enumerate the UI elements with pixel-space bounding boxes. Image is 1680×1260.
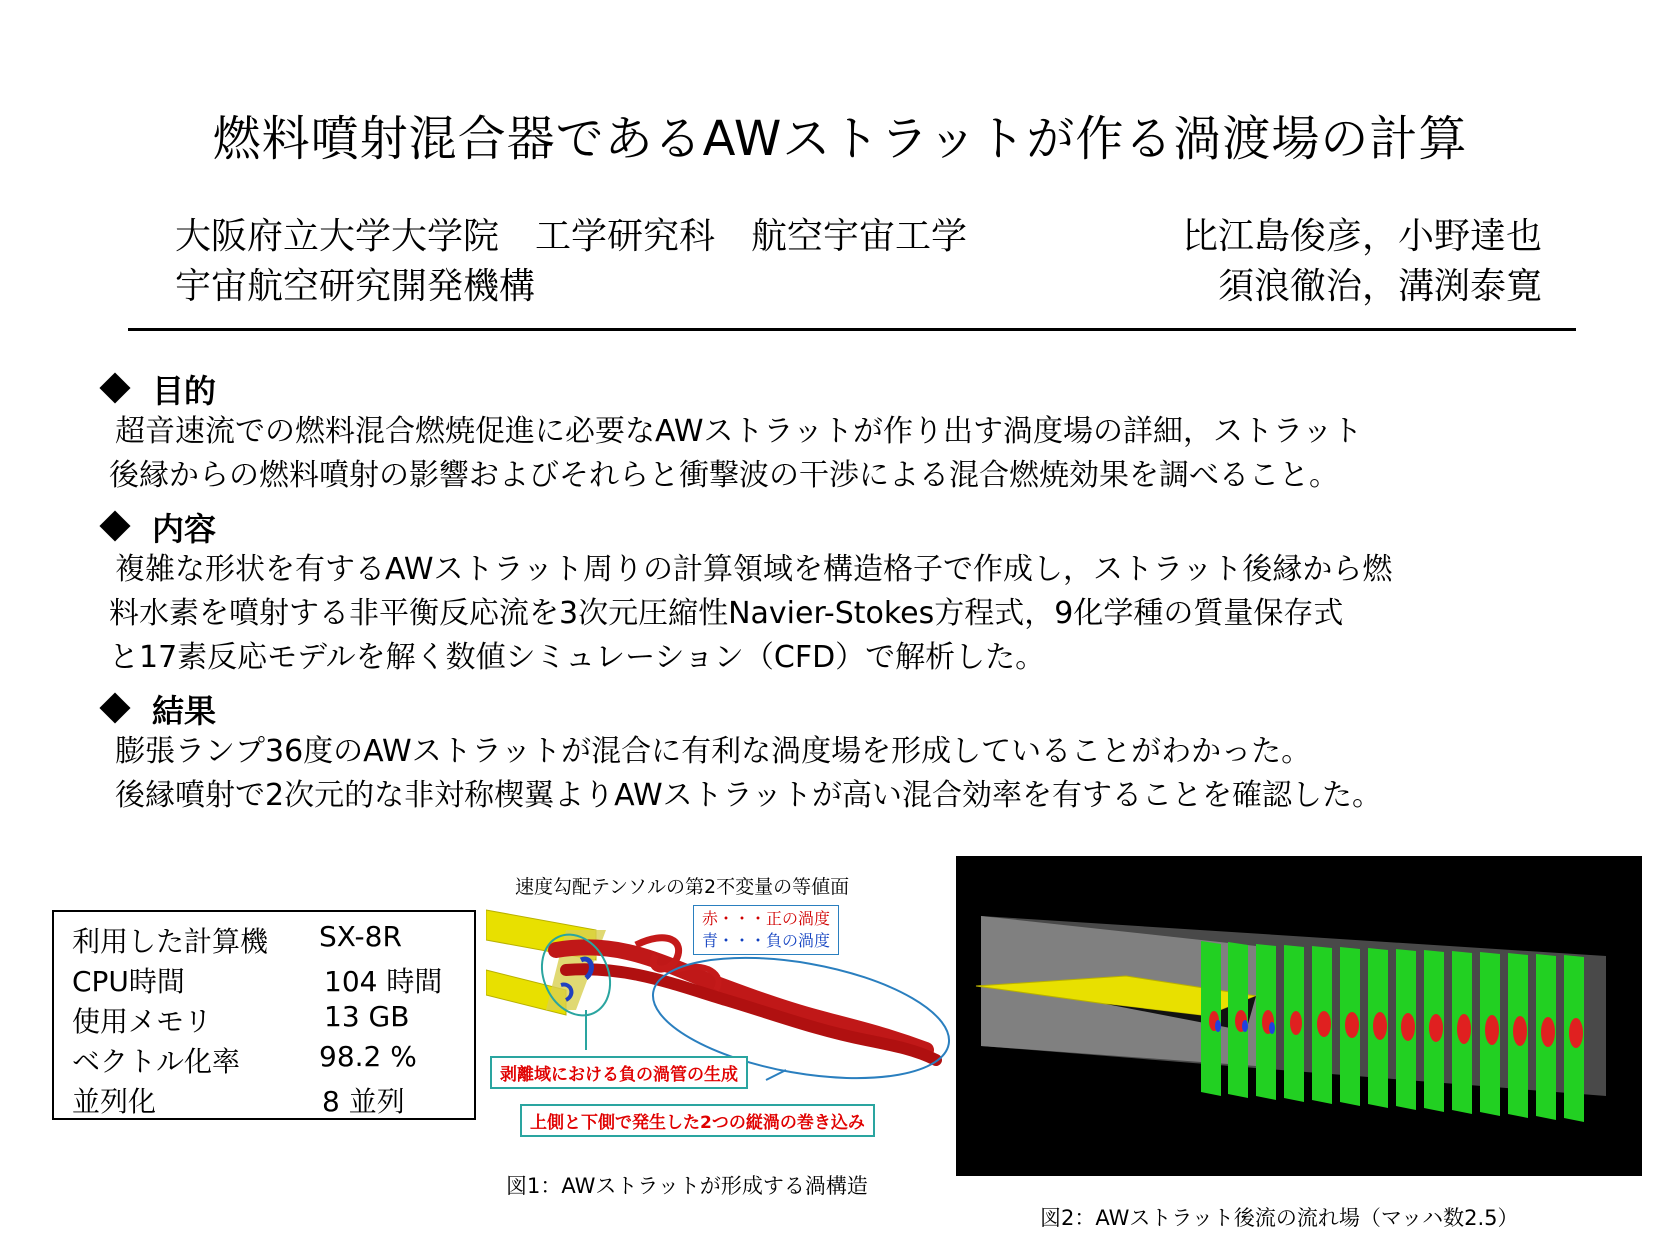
affiliation-authors-1: 比江島俊彦，小野達也 bbox=[1181, 216, 1542, 257]
spec-label: ベクトル化率 bbox=[72, 1045, 241, 1078]
spec-label: 並列化 bbox=[72, 1085, 157, 1118]
diamond-bullet-icon bbox=[99, 510, 130, 541]
diamond-bullet-icon bbox=[99, 372, 130, 403]
text-line: 複雑な形状を有するAWストラット周りの計算領域を構造格子で作成し，ストラット後縁から燃 bbox=[115, 552, 1393, 587]
text-line: と17素反応モデルを解く数値シミュレーション（CFD）で解析した。 bbox=[109, 640, 1046, 675]
flowfield-illustration bbox=[956, 856, 1642, 1176]
affiliation-org-2: 宇宙航空研究開発機構 bbox=[175, 266, 536, 307]
figure1-legend bbox=[693, 905, 839, 955]
figure1-annotation-separation: 剥離域における負の渦管の生成 bbox=[490, 1056, 748, 1089]
legend-red: 赤・・・正の渦度 bbox=[702, 909, 831, 928]
figure1-caption: 図1：AWストラットが形成する渦構造 bbox=[506, 1174, 868, 1198]
text-line: 超音速流での燃料混合燃焼促進に必要なAWストラットが作り出す渦度場の詳細，ストラット bbox=[115, 414, 1363, 449]
spec-value: 13 GB bbox=[324, 1000, 410, 1033]
page-title: 燃料噴射混合器であるAWストラットが作る渦渡場の計算 bbox=[212, 111, 1468, 167]
figure1-annotation-longitudinal-vortex: 上側と下側で発生した2つの縦渦の巻き込み bbox=[520, 1104, 875, 1137]
legend-blue: 青・・・負の渦度 bbox=[702, 931, 831, 950]
section-text-content bbox=[109, 548, 1393, 680]
computation-specs-box bbox=[52, 910, 476, 1120]
affiliation-authors-2: 須浪徹治，溝渕泰寛 bbox=[1217, 266, 1542, 307]
spec-value: SX-8R bbox=[319, 920, 402, 953]
spec-label: 利用した計算機 bbox=[72, 925, 269, 958]
section-text-results bbox=[115, 730, 1382, 818]
text-line: 後縁からの燃料噴射の影響およびそれらと衝撃波の干渉による混合燃焼効果を調べること。 bbox=[109, 458, 1339, 493]
spec-value: 98.2 % bbox=[319, 1040, 417, 1073]
affiliation-org-1: 大阪府立大学大学院 工学研究科 航空宇宙工学 bbox=[175, 216, 968, 257]
diamond-bullet-icon bbox=[99, 692, 130, 723]
spec-value: 8 並列 bbox=[322, 1085, 405, 1118]
text-line: 料水素を噴射する非平衡反応流を3次元圧縮性Navier-Stokes方程式，9化学種の質量保存式 bbox=[109, 596, 1344, 631]
spec-label: CPU時間 bbox=[72, 965, 185, 998]
text-line: 膨張ランプ36度のAWストラットが混合に有利な渦度場を形成していることがわかった。 bbox=[115, 734, 1312, 769]
section-text-purpose bbox=[109, 410, 1363, 498]
section-heading-purpose: 目的 bbox=[98, 366, 216, 412]
header-divider bbox=[128, 328, 1576, 331]
section-heading-content: 内容 bbox=[98, 504, 216, 550]
text-line: 後縁噴射で2次元的な非対称楔翼よりAWストラットが高い混合効率を有することを確認した。 bbox=[115, 778, 1383, 813]
figure2-flowfield-image bbox=[956, 856, 1642, 1176]
figure1-title: 速度勾配テンソルの第2不変量の等値面 bbox=[515, 876, 850, 898]
spec-value: 104 時間 bbox=[324, 965, 443, 998]
section-heading-results: 結果 bbox=[98, 686, 216, 732]
spec-label: 使用メモリ bbox=[72, 1005, 213, 1038]
figure2-caption: 図2：AWストラット後流の流れ場（マッハ数2.5） bbox=[1040, 1206, 1519, 1230]
